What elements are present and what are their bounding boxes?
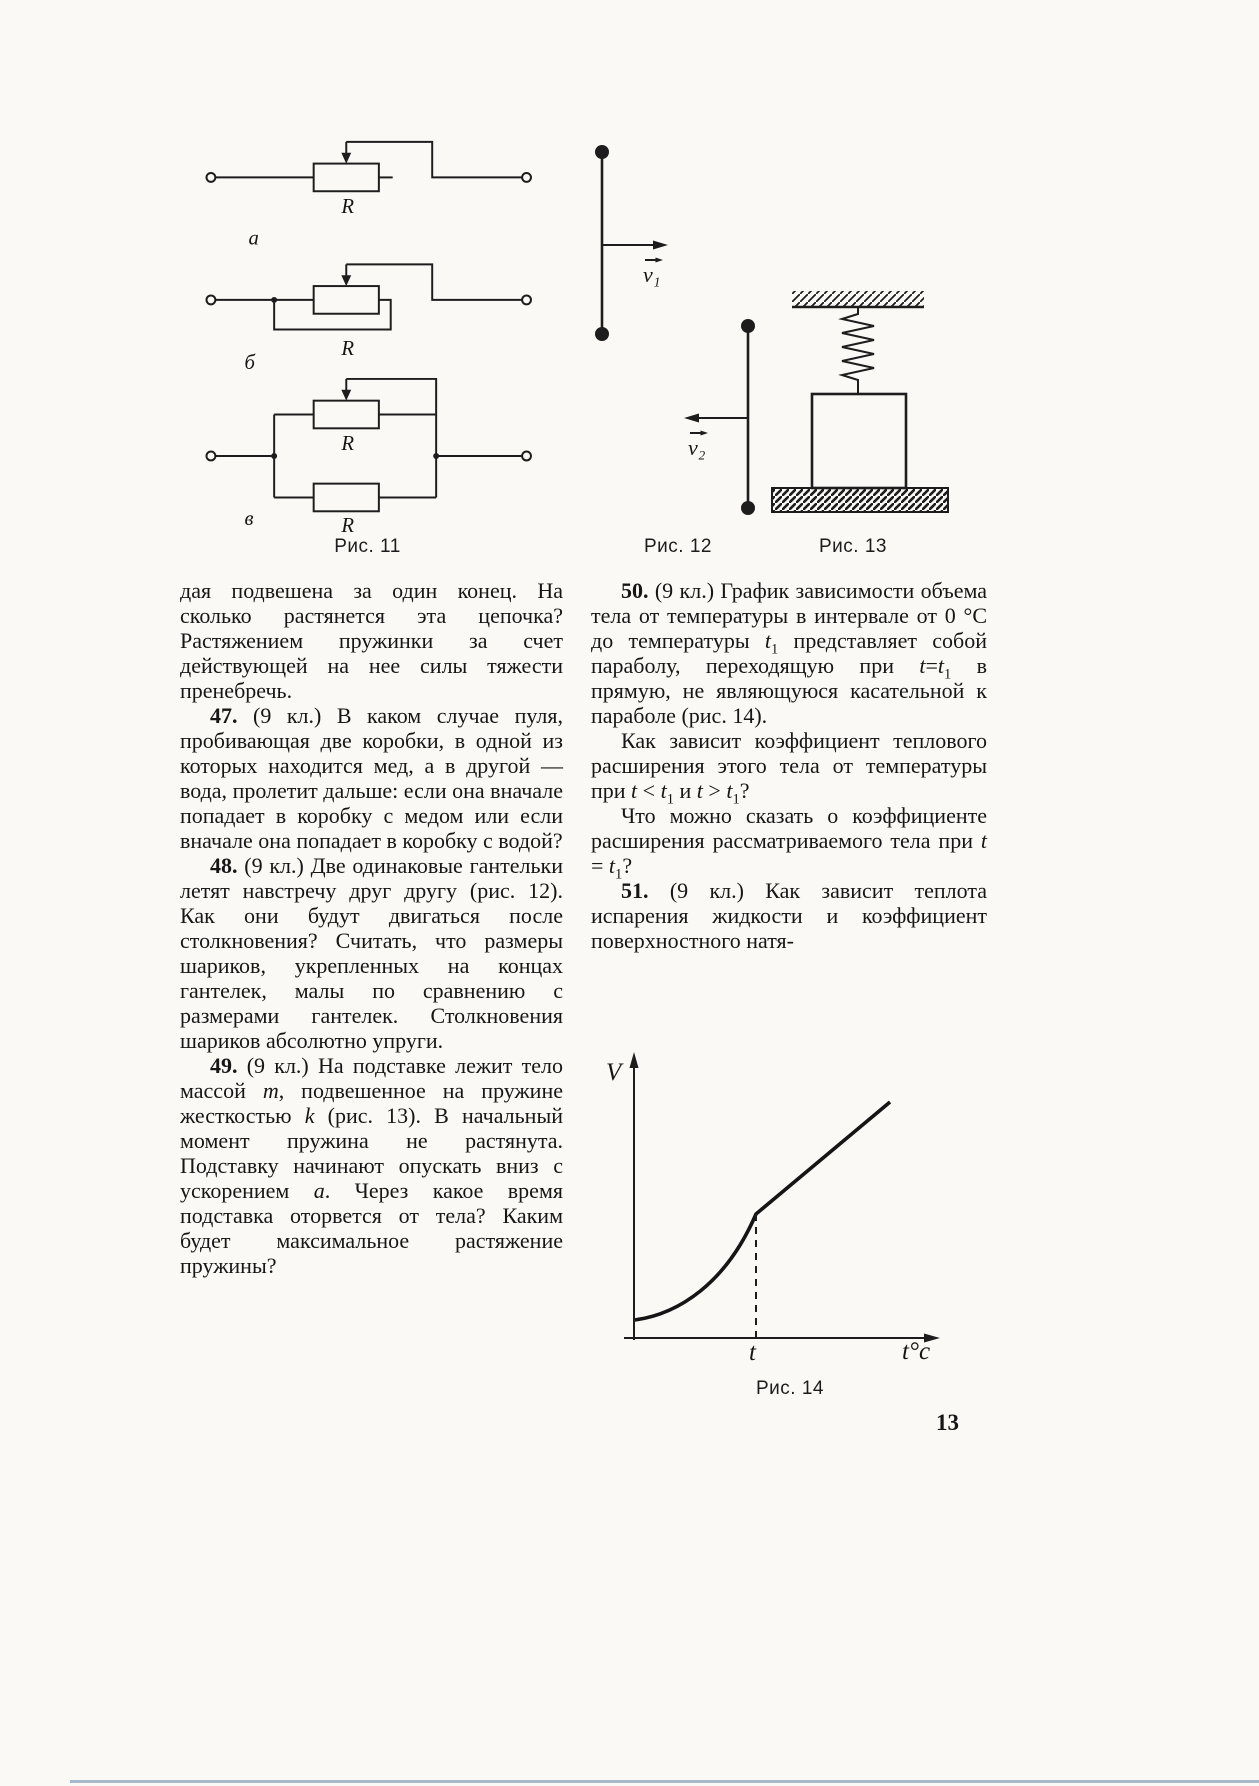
fig11-circuit-b	[206, 264, 530, 374]
figure-14	[598, 1042, 990, 1362]
fig14-graph	[598, 1042, 990, 1362]
paragraph: 50. (9 кл.) График зависимости объема тела от температуры в интервале от 0 °C до температуры $t_1$ представляет собой параболу, переходящую при $t=t_1$ в прямую, не являющуюся касательной к параболе (рис. 14).	[591, 578, 988, 728]
ball-icon	[595, 327, 609, 341]
ceiling-hatch	[792, 291, 924, 307]
resistor-label: R	[341, 195, 354, 218]
fig11-circuit-diagram	[195, 130, 540, 535]
figure-11-caption: Рис. 11	[334, 536, 401, 557]
paragraph: 47. (9 кл.) В каком случае пуля, пробивающая две коробки, в одной из которых находится мед, а в другой — вода, пролетит дальше: если она вначале попадает в коробку с медом или если вначале она попадает в коробку с водой?	[180, 703, 563, 853]
scan-edge-line	[70, 1780, 1259, 1783]
y-axis-arrow-icon	[630, 1052, 639, 1068]
variant-a-label: а	[248, 227, 259, 250]
wiper-arrow-icon	[341, 390, 351, 401]
fig12-dumbbells-diagram	[588, 138, 773, 516]
velocity-v1-arrow	[602, 241, 668, 288]
support-hatch	[772, 488, 948, 512]
problem-number: 50.	[621, 578, 649, 603]
ball-icon	[741, 319, 755, 333]
problem-number: 48.	[210, 853, 238, 878]
y-axis-label: V	[606, 1059, 622, 1086]
wiper-arrow-icon	[341, 275, 351, 286]
variant-b-label: б	[244, 352, 255, 375]
resistor-icon	[314, 286, 379, 314]
dumbbell-left	[595, 145, 609, 341]
resistor-icon	[314, 484, 379, 512]
paragraph: 48. (9 кл.) Две одинаковые гантельки летят навстречу друг другу (рис. 12). Как они будут двигаться после столкновения? Считать, что размеры шариков, укрепленных на концах гантелек, малы по сравнению с размерами гантелек. Столкновения шариков абсолютно упруги.	[180, 853, 563, 1053]
v1-label: v₁	[643, 262, 661, 287]
fig11-circuit-a	[206, 142, 530, 250]
ball-icon	[595, 145, 609, 159]
velocity-v2-arrow	[684, 414, 748, 461]
figure-14-caption: Рис. 14	[756, 1378, 824, 1399]
terminal-icon	[522, 452, 531, 461]
resistor-icon	[314, 164, 379, 192]
problem-number: 47.	[210, 703, 238, 728]
figure-13	[768, 286, 953, 518]
terminal-icon	[206, 452, 215, 461]
paragraph: дая подвешена за один конец. На сколько растянется эта цепочка? Растяжением пружинки за счет действующей на нее силы тяжести пренебречь.	[180, 578, 563, 703]
v2-label: v₂	[688, 435, 706, 460]
problem-number: 49.	[210, 1053, 238, 1078]
y-axis	[630, 1052, 639, 1340]
transition-tick-label: t	[749, 1339, 756, 1362]
fig13-spring-mass-diagram	[768, 286, 953, 518]
fig11-circuit-v	[206, 379, 530, 535]
spring-icon	[842, 307, 874, 394]
resistor-label: R	[341, 515, 354, 535]
right-column	[591, 578, 987, 953]
x-axis-label: t°с	[902, 1338, 931, 1362]
figure-11	[195, 130, 540, 535]
figure-12-caption: Рис. 12	[644, 536, 712, 557]
resistor-icon	[314, 401, 379, 429]
resistor-label: R	[341, 433, 354, 456]
ball-icon	[741, 501, 755, 515]
left-column	[180, 578, 563, 1278]
page-number: 13	[936, 1410, 959, 1435]
terminal-icon	[522, 295, 531, 304]
paragraph: Что можно сказать о коэффициенте расширения рассматриваемого тела при $t = t_1$?	[591, 803, 987, 883]
terminal-icon	[206, 295, 215, 304]
paragraph: 49. (9 кл.) На подставке лежит тело массой m, подвешенное на пружине жесткостью k (рис. 13). В начальный момент пружина не растянута. Подставку начинают опускать вниз с ускорением a. Через какое время подставка оторвется от тела? Каким будет максимальное растяжение пружины?	[180, 1053, 563, 1278]
figure-12	[588, 138, 773, 516]
terminal-icon	[522, 173, 531, 182]
mass-block	[812, 394, 906, 488]
problem-number: 51.	[621, 878, 649, 903]
variant-v-label: в	[244, 508, 254, 531]
paragraph: Как зависит коэффициент теплового расширения этого тела от температуры при $t < t_1$ и $t > t_1$?	[591, 728, 987, 808]
resistor-label: R	[341, 338, 354, 361]
terminal-icon	[206, 173, 215, 182]
paragraph: 51. (9 кл.) Как зависит теплота испарения жидкости и коэффициент поверхностного натя-	[591, 878, 987, 953]
figure-13-caption: Рис. 13	[819, 536, 887, 557]
volume-temperature-curve	[635, 1102, 890, 1320]
x-axis	[624, 1334, 940, 1343]
wiper-arrow-icon	[341, 153, 351, 164]
